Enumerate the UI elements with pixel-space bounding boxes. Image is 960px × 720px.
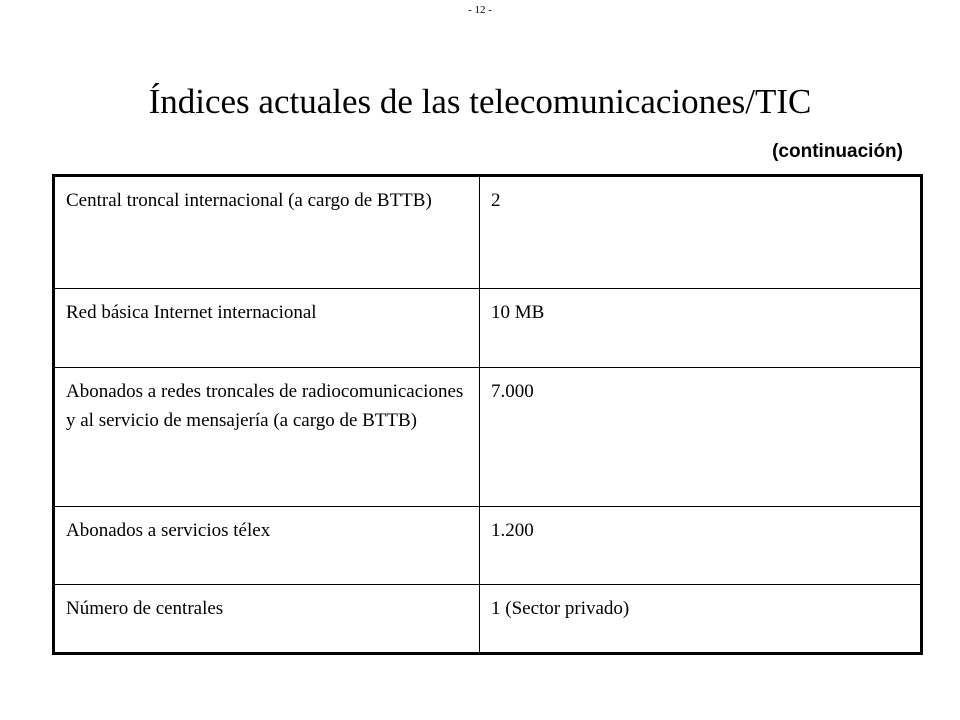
page-number: - 12 - [468, 4, 492, 16]
table-row [54, 176, 922, 289]
row-label: Abonados a servicios télex [54, 507, 480, 585]
row-label: Número de centrales [54, 585, 480, 654]
table-row [54, 289, 922, 368]
table-row [54, 585, 922, 654]
row-label: Central troncal internacional (a cargo de BTTB) [54, 176, 480, 289]
indices-table [52, 174, 923, 655]
page-subtitle: (continuación) [772, 141, 903, 162]
row-label: Red básica Internet internacional [54, 289, 480, 368]
row-value: 7.000 [480, 368, 922, 507]
table-row [54, 368, 922, 507]
page-title: Índices actuales de las telecomunicaciones/TIC [148, 82, 812, 121]
row-value: 1.200 [480, 507, 922, 585]
row-value: 10 MB [480, 289, 922, 368]
row-value: 2 [480, 176, 922, 289]
row-label: Abonados a redes troncales de radiocomunicaciones y al servicio de mensajería (a cargo de BTTB) [54, 368, 480, 507]
row-value: 1 (Sector privado) [480, 585, 922, 654]
table-row [54, 507, 922, 585]
